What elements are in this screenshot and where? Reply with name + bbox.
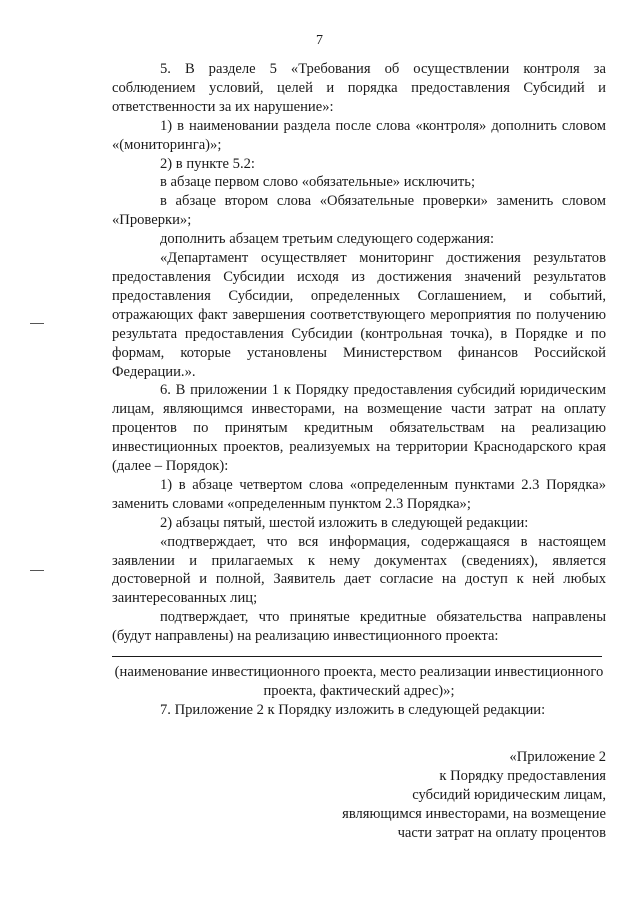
paragraph-confirm-info: «подтверждает, что вся информация, содержащаяся в настоящем заявлении и прилагаемых к нему документах (сведениях), является достоверной и полной, Заявитель дает согласие на доступ к ней любых заинтересованных лиц; (112, 533, 606, 607)
paragraph-item-7: 7. Приложение 2 к Порядку изложить в следующей редакции: (160, 701, 546, 718)
paragraph-item-6-subitem-2: 2) абзацы пятый, шестой изложить в следующей редакции: (160, 514, 529, 531)
paragraph-first-abzac: в абзаце первом слово «обязательные» исключить; (160, 174, 475, 191)
binding-mark (30, 323, 44, 324)
paragraph-item-6-subitem-1: 1) в абзаце четвертом слова «определенным пунктами 2.3 Порядка» заменить словами «определенным пунктом 2.3 Порядка»; (112, 476, 606, 512)
paragraph-item-5: 5. В разделе 5 «Требования об осуществлении контроля за соблюдением условий, целей и порядка предоставления Субсидий и ответственности за их нарушение»: (112, 61, 606, 115)
appendix-line: субсидий юридическим лицам, (412, 786, 606, 803)
document-body (112, 60, 606, 720)
fill-in-blank-line (112, 646, 602, 657)
paragraph-subitem-2: 2) в пункте 5.2: (160, 155, 255, 172)
paragraph-subitem-1: 1) в наименовании раздела после слова «контроля» дополнить словом «(мониторинга)»; (112, 117, 606, 153)
appendix-line: к Порядку предоставления (439, 767, 606, 784)
blank-caption: (наименование инвестиционного проекта, место реализации инвестиционного проекта, фактический адрес)»; (114, 664, 604, 699)
paragraph-item-6: 6. В приложении 1 к Порядку предоставления субсидий юридическим лицам, являющимся инвесторами, на возмещение части затрат на оплату процентов по принятым кредитным обязательствам на реализацию инвестиционных проектов, реализуемых на территории Краснодарского края (далее – Порядок): (112, 382, 606, 475)
appendix-line: части затрат на оплату процентов (397, 824, 606, 841)
paragraph-second-abzac: в абзаце втором слова «Обязательные проверки» заменить словом «Проверки»; (112, 193, 606, 229)
appendix-header (306, 748, 606, 843)
paragraph-monitoring-quote: «Департамент осуществляет мониторинг достижения результатов предоставления Субсидии исходя из достижения значений результатов предоставления Субсидии, определенных Соглашением, и событий, отражающих факт завершения соответствующего мероприятия по получению результата предоставления Субсидии (контрольная точка), в Порядке и по формам, которые установлены Министерством финансов Российской Федерации.». (112, 250, 606, 380)
appendix-line: являющимся инвесторами, на возмещение (342, 805, 606, 822)
page-number: 7 (316, 33, 323, 48)
paragraph-add-third-abzac: дополнить абзацем третьим следующего содержания: (160, 231, 495, 248)
binding-mark (30, 570, 44, 571)
appendix-line: «Приложение 2 (509, 749, 606, 765)
paragraph-confirm-credit: подтверждает, что принятые кредитные обязательства направлены (будут направлены) на реализацию инвестиционного проекта: (112, 609, 606, 645)
